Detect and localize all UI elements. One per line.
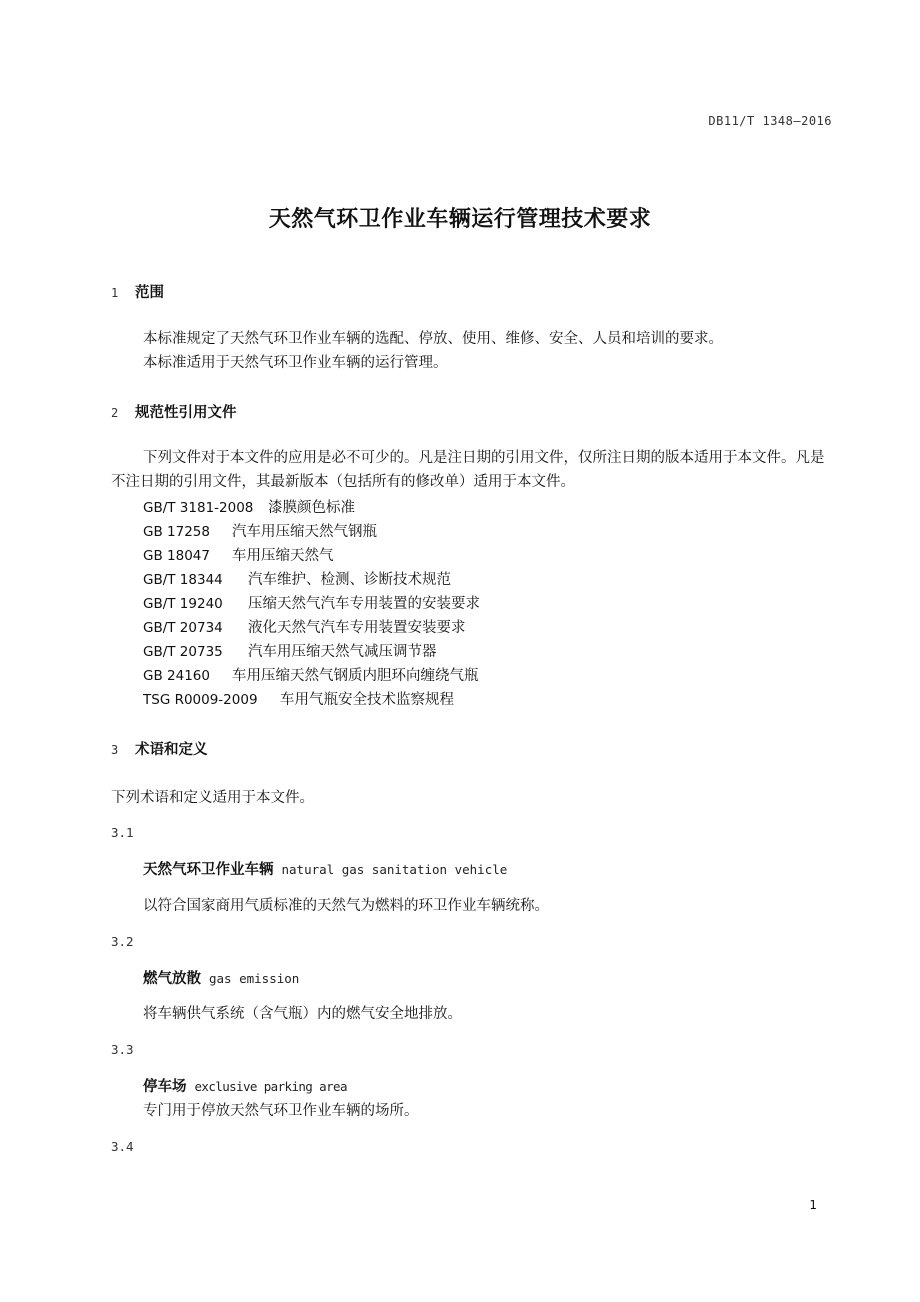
reference-item: [143, 520, 377, 541]
reference-name: 车用压缩天然气钢质内胆环向缠绕气瓶: [232, 668, 479, 684]
reference-item: [143, 496, 355, 517]
scope-paragraph: 本标准适用于天然气环卫作业车辆的运行管理。: [143, 355, 448, 371]
reference-name: 车用气瓶安全技术监察规程: [280, 692, 454, 708]
reference-name: 漆膜颜色标准: [268, 500, 355, 516]
reference-code: GB 18047: [143, 548, 210, 564]
reference-item: [143, 688, 454, 709]
term-definition: 专门用于停放天然气环卫作业车辆的场所。: [143, 1103, 419, 1119]
section-2-heading: [111, 401, 237, 422]
reference-name: 压缩天然气汽车专用装置的安装要求: [248, 596, 480, 612]
term-number: 3.3: [111, 1042, 134, 1057]
page-number: 1: [809, 1198, 817, 1212]
section-title: 规范性引用文件: [135, 405, 237, 421]
reference-code: GB/T 3181-2008: [143, 500, 254, 516]
term-name-zh: 停车场: [143, 1079, 187, 1095]
term-definition: 将车辆供气系统（含气瓶）内的燃气安全地排放。: [143, 1006, 462, 1022]
term-number: 3.2: [111, 934, 134, 949]
term-definition: 以符合国家商用气质标准的天然气为燃料的环卫作业车辆统称。: [143, 898, 549, 914]
term-name-en: natural gas sanitation vehicle: [281, 862, 508, 877]
reference-item: [143, 640, 437, 661]
term-heading: [143, 967, 299, 988]
reference-item: [143, 664, 479, 685]
term-name-zh: 天然气环卫作业车辆: [143, 862, 274, 878]
term-name-en: gas emission: [209, 971, 300, 986]
reference-item: [143, 568, 451, 589]
section-number: 1: [111, 286, 119, 300]
reference-name: 汽车维护、检测、诊断技术规范: [248, 572, 451, 588]
section-title: 范围: [135, 285, 164, 301]
reference-code: GB/T 20735: [143, 644, 223, 660]
reference-name: 汽车用压缩天然气减压调节器: [248, 644, 437, 660]
reference-name: 汽车用压缩天然气钢瓶: [232, 524, 377, 540]
reference-code: GB/T 20734: [143, 620, 223, 636]
term-number: 3.4: [111, 1139, 134, 1154]
section-number: 3: [111, 743, 119, 757]
document-title: 天然气环卫作业车辆运行管理技术要求: [268, 207, 652, 232]
term-name-zh: 燃气放散: [143, 971, 201, 987]
terms-intro: 下列术语和定义适用于本文件。: [111, 790, 314, 806]
reference-code: GB/T 18344: [143, 572, 223, 588]
document-code: DB11/T 1348—2016: [708, 114, 832, 128]
section-3-heading: [111, 738, 208, 759]
term-heading: [143, 1075, 347, 1096]
term-heading: [143, 858, 507, 879]
reference-code: TSG R0009-2009: [143, 692, 258, 708]
section-title: 术语和定义: [135, 742, 208, 758]
reference-code: GB 24160: [143, 668, 210, 684]
reference-name: 液化天然气汽车专用装置安装要求: [248, 620, 466, 636]
scope-paragraph: 本标准规定了天然气环卫作业车辆的选配、停放、使用、维修、安全、人员和培训的要求。: [143, 331, 723, 347]
term-number: 3.1: [111, 825, 134, 840]
reference-item: [143, 544, 334, 565]
reference-item: [143, 616, 466, 637]
reference-item: [143, 592, 480, 613]
reference-code: GB 17258: [143, 524, 210, 540]
term-name-en: exclusive parking area: [194, 1079, 347, 1094]
reference-code: GB/T 19240: [143, 596, 223, 612]
reference-name: 车用压缩天然气: [232, 548, 334, 564]
section-1-heading: [111, 281, 164, 302]
references-intro: 下列文件对于本文件的应用是必不可少的。凡是注日期的引用文件，仅所注日期的版本适用于本文件。凡是不注日期的引用文件，其最新版本（包括所有的修改单）适用于本文件。: [111, 450, 825, 490]
section-number: 2: [111, 406, 119, 420]
